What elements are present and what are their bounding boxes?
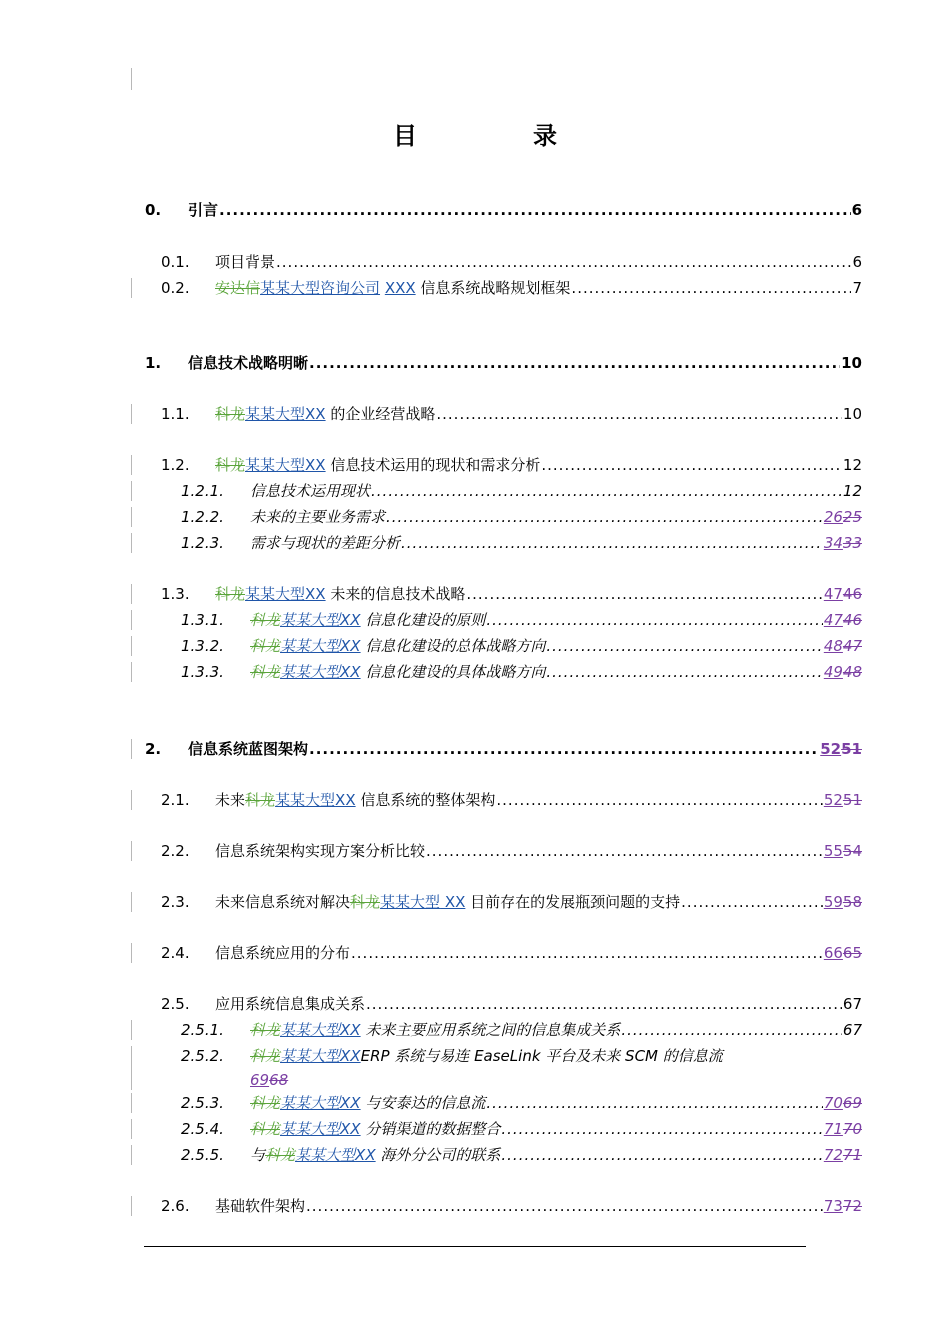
toc-entry-title: [215, 1194, 305, 1218]
deleted-page-number: 54: [842, 842, 862, 860]
toc-entry-number: 2.5.2.: [181, 1047, 224, 1065]
change-bar: [131, 1020, 132, 1040]
title-text: 未来主要应用系统之间的信息集成关系: [360, 1021, 621, 1039]
inserted-text: 某某大型: [280, 637, 341, 655]
inserted-text: 某某大型: [295, 1146, 356, 1164]
title-text: 引言: [188, 201, 219, 219]
toc-entry-number: 2.5.1.: [181, 1021, 224, 1039]
inserted-text: 某某大型: [275, 791, 336, 809]
toc-entry-number: 1.3.: [161, 585, 190, 603]
dot-leader: [401, 531, 823, 555]
inserted-page-number: 71: [823, 1120, 843, 1138]
dot-leader: [309, 737, 819, 761]
change-bar: [131, 507, 132, 527]
title-text: 信息化建设的总体战略方向: [360, 637, 546, 655]
dot-leader: [546, 634, 822, 658]
change-bar: [131, 1119, 132, 1139]
toc-page-number: [824, 505, 862, 529]
deleted-text: 科龙: [250, 1094, 281, 1112]
inserted-text: 某某大型: [245, 405, 306, 423]
toc-page-number: [843, 1018, 862, 1042]
page-number-text: 7: [852, 279, 862, 297]
inserted-text: XX: [305, 405, 326, 423]
toc-entry-title: [215, 992, 365, 1016]
toc-entry-number: 2.5.3.: [181, 1094, 224, 1112]
toc-page-number: [824, 839, 862, 863]
dot-leader: [681, 890, 823, 914]
toc-entry-line: [250, 1018, 862, 1042]
change-bar: [131, 68, 132, 90]
inserted-text: 某某大型: [280, 1021, 341, 1039]
toc-entry[interactable]: [0, 198, 950, 222]
toc-entry-line: [250, 505, 862, 529]
toc-page-number: [824, 531, 862, 555]
inserted-text: XX: [340, 1120, 361, 1138]
page-number-text: 12: [842, 482, 862, 500]
toc-entry-line: [215, 1194, 862, 1218]
change-bar: [131, 278, 132, 298]
toc-entry-number: 1.3.3.: [181, 663, 224, 681]
toc-entry-title: [250, 505, 385, 529]
inserted-page-number: 49: [823, 663, 843, 681]
toc-entry-title: [215, 453, 540, 477]
toc-page-number: [843, 479, 862, 503]
toc-entry[interactable]: [0, 1143, 950, 1167]
deleted-page-number: 65: [842, 944, 862, 962]
toc-entry-number: 2.4.: [161, 944, 190, 962]
deleted-page-number: 47: [842, 637, 862, 655]
dot-leader: [486, 608, 822, 632]
toc-page-number: [824, 634, 862, 658]
title-text: 信息技术战略明晰: [188, 354, 309, 372]
toc-entry[interactable]: [0, 992, 950, 1016]
toc-entry[interactable]: [0, 634, 950, 658]
toc-entry-title: [250, 660, 545, 684]
toc-entry-line: [215, 788, 862, 812]
toc-entry-number: 1.: [145, 354, 162, 372]
dot-leader: [219, 198, 851, 222]
toc-entry-number: 2.5.5.: [181, 1146, 224, 1164]
toc-entry[interactable]: [0, 453, 950, 477]
inserted-page-number: 66: [823, 944, 843, 962]
deleted-page-number: 69: [842, 1094, 862, 1112]
toc-entry-number: 0.1.: [161, 253, 190, 271]
toc-entry-line: [250, 608, 862, 632]
inserted-text: 某某大型: [280, 663, 341, 681]
inserted-text: XX: [340, 663, 361, 681]
footer-rule: [144, 1246, 806, 1247]
toc-entry-number: 1.2.3.: [181, 534, 224, 552]
toc-entry-title: [250, 1117, 500, 1141]
toc-entry[interactable]: [0, 351, 950, 375]
toc-entry[interactable]: [0, 531, 950, 555]
toc-page-number: [824, 890, 862, 914]
toc-entry-line: [215, 402, 862, 426]
toc-page-number: [820, 737, 862, 761]
toc-entry-number: 1.2.: [161, 456, 190, 474]
toc-entry-number: 2.: [145, 740, 162, 758]
toc-entry-title: [250, 1044, 723, 1068]
deleted-page-number: 46: [842, 611, 862, 629]
dot-leader: [306, 1194, 823, 1218]
inserted-text: XX: [340, 611, 361, 629]
change-bar: [131, 790, 132, 810]
deleted-text: 科龙: [250, 611, 281, 629]
toc-entry-title: [215, 402, 435, 426]
change-bar: [131, 943, 132, 963]
toc-title: 目 录: [393, 122, 603, 150]
page-number-text: 12: [842, 456, 862, 474]
dot-leader: [501, 1117, 822, 1141]
title-text: 的企业经营战略: [325, 405, 436, 423]
title-text: 需求与现状的差距分析: [250, 534, 401, 552]
change-bar: [131, 455, 132, 475]
dot-leader: [571, 276, 851, 300]
toc-entry[interactable]: [0, 608, 950, 632]
toc-page-number: [824, 1194, 862, 1218]
deleted-text: 科龙: [350, 893, 381, 911]
deleted-text: 科龙: [265, 1146, 296, 1164]
toc-page-number: [843, 453, 862, 477]
title-text: 未来的信息技术战略: [325, 585, 466, 603]
toc-entry-title: [188, 737, 308, 761]
toc-page-number: [843, 992, 862, 1016]
deleted-text: 安达信: [215, 279, 261, 297]
toc-entry-line: [188, 198, 862, 222]
toc-entry[interactable]: [0, 839, 950, 863]
toc-page-number: [824, 941, 862, 965]
toc-entry[interactable]: [0, 505, 950, 529]
toc-entry-number: 2.3.: [161, 893, 190, 911]
inserted-page-number: 73: [823, 1197, 843, 1215]
title-text: 未来信息系统对解决: [215, 893, 351, 911]
change-bar: [131, 841, 132, 861]
toc-page-number: [841, 351, 862, 375]
deleted-page-number: 58: [842, 893, 862, 911]
toc-entry-title: [215, 941, 350, 965]
toc-entry[interactable]: [0, 660, 950, 684]
dot-leader: [276, 250, 851, 274]
dot-leader: [541, 453, 842, 477]
toc-entry-line: [188, 737, 862, 761]
inserted-text: 某某大型: [245, 585, 306, 603]
toc-page-number: [824, 582, 862, 606]
toc-page-number: [852, 276, 862, 300]
inserted-text: 某某大型: [380, 893, 441, 911]
inserted-page-number: 34: [823, 534, 843, 552]
change-bar: [131, 1093, 132, 1113]
title-text: 与: [250, 1146, 266, 1164]
toc-entry-line: [215, 582, 862, 606]
dot-leader: [366, 992, 842, 1016]
toc-page-number: [824, 1091, 862, 1115]
inserted-text: 某某大型: [280, 1094, 341, 1112]
toc-entry[interactable]: [0, 250, 950, 274]
toc-entry-title: [250, 1143, 500, 1167]
inserted-text: XX: [355, 1146, 376, 1164]
page-number-text: 6: [851, 201, 862, 219]
deleted-text: 科龙: [215, 405, 246, 423]
toc-entry[interactable]: [0, 479, 950, 503]
toc-entry[interactable]: [0, 1044, 950, 1089]
toc-entry[interactable]: [0, 1091, 950, 1115]
inserted-text: XX: [340, 1094, 361, 1112]
change-bar: [131, 1196, 132, 1216]
deleted-text: 科龙: [245, 791, 276, 809]
deleted-text: 科龙: [250, 663, 281, 681]
page-number-text: 67: [842, 1021, 862, 1039]
inserted-page-number: 59: [823, 893, 843, 911]
change-bar: [131, 610, 132, 630]
toc-entry-number: 0.: [145, 201, 162, 219]
toc-entry-line: [188, 351, 862, 375]
change-bar: [131, 584, 132, 604]
deleted-page-number: 33: [842, 534, 862, 552]
deleted-page-number: 71: [842, 1146, 862, 1164]
inserted-text: 某某大型: [280, 1047, 341, 1065]
deleted-page-number: 25: [842, 508, 862, 526]
title-text: 分销渠道的数据整合: [360, 1120, 501, 1138]
toc-entry-title: [215, 890, 680, 914]
inserted-text: XX: [340, 1021, 361, 1039]
toc-entry-number: 1.1.: [161, 405, 190, 423]
inserted-page-number: 26: [823, 508, 843, 526]
toc-entry[interactable]: [0, 788, 950, 812]
toc-entry-title: [250, 634, 545, 658]
toc-entry-line: [250, 479, 862, 503]
toc-entry[interactable]: [0, 1018, 950, 1042]
change-bar: [131, 533, 132, 553]
title-text: 信息化建设的具体战略方向: [360, 663, 546, 681]
toc-entry-line: [250, 531, 862, 555]
title-text: 信息系统战略规划框架: [415, 279, 571, 297]
toc-entry-number: 1.2.1.: [181, 482, 224, 500]
change-bar: [131, 892, 132, 912]
toc-entry-line: [215, 250, 862, 274]
deleted-text: 科龙: [250, 1021, 281, 1039]
toc-entry-line: [215, 276, 862, 300]
toc-entry-line: [250, 1044, 723, 1068]
inserted-page-number: 47: [823, 611, 843, 629]
toc-entry-title: [250, 608, 485, 632]
inserted-page-number: 69: [250, 1071, 270, 1089]
deleted-page-number: 70: [842, 1120, 862, 1138]
title-text: 信息技术运用现状: [250, 482, 371, 500]
title-text: 未来: [215, 791, 246, 809]
toc-entry[interactable]: [0, 737, 950, 761]
dot-leader: [371, 479, 842, 503]
page-number-text: 10: [841, 354, 862, 372]
title-text: 信息化建设的原则: [360, 611, 486, 629]
toc-entry-line: [215, 992, 862, 1016]
toc-entry-number: 2.6.: [161, 1197, 190, 1215]
inserted-text: XX: [340, 637, 361, 655]
toc-page-number: [824, 608, 862, 632]
toc-entry-line: [250, 1143, 862, 1167]
title-text: 信息系统应用的分布: [215, 944, 351, 962]
inserted-text: 某某大型: [280, 611, 341, 629]
dot-leader: [496, 788, 822, 812]
dot-leader: [466, 582, 822, 606]
title-text: 应用系统信息集成关系: [215, 995, 366, 1013]
inserted-page-number: 55: [823, 842, 843, 860]
toc-entry[interactable]: [0, 402, 950, 426]
change-bar: [131, 636, 132, 656]
dot-leader: [309, 351, 840, 375]
deleted-page-number: 51: [841, 740, 862, 758]
title-text: ERP 系统与易连 EaseLink 平台及未来 SCM 的信息流: [360, 1047, 723, 1065]
inserted-text: 某某大型咨询公司: [260, 279, 381, 297]
change-bar: [131, 481, 132, 501]
deleted-page-number: 68: [269, 1071, 289, 1089]
toc-entry-line: [215, 941, 862, 965]
toc-entry-title: [250, 531, 400, 555]
toc-entry-line: [215, 453, 862, 477]
inserted-page-number: 72: [823, 1146, 843, 1164]
change-bar: [131, 662, 132, 682]
deleted-page-number: 51: [842, 791, 862, 809]
toc-entry-title: [250, 1018, 620, 1042]
toc-entry[interactable]: [0, 890, 950, 914]
toc-entry-title: [250, 479, 370, 503]
toc-page-number: [250, 1071, 288, 1089]
deleted-page-number: 48: [842, 663, 862, 681]
page-number-text: 6: [852, 253, 862, 271]
toc-entry-title: [188, 198, 218, 222]
toc-page-number: [852, 250, 862, 274]
title-text: 信息系统架构实现方案分析比较: [215, 842, 426, 860]
toc-entry[interactable]: [0, 582, 950, 606]
toc-entry-title: [215, 276, 570, 300]
toc-entry-line: [250, 1091, 862, 1115]
deleted-page-number: 46: [842, 585, 862, 603]
title-text: 未来的主要业务需求: [250, 508, 386, 526]
title-text: 项目背景: [215, 253, 276, 271]
dot-leader: [486, 1091, 822, 1115]
inserted-page-number: 47: [823, 585, 843, 603]
toc-page-number: [852, 198, 862, 222]
title-text: 与安泰达的信息流: [360, 1094, 486, 1112]
toc-entry-number: 2.5.4.: [181, 1120, 224, 1138]
toc-page-number: [824, 1117, 862, 1141]
page-number-text: 10: [842, 405, 862, 423]
toc-entry-line: [250, 660, 862, 684]
dot-leader: [436, 402, 842, 426]
toc-entry-title: [188, 351, 308, 375]
inserted-page-number: 52: [823, 791, 843, 809]
toc-entry-line: [250, 1117, 862, 1141]
dot-leader: [386, 505, 823, 529]
change-bar: [131, 739, 132, 759]
title-text: 信息系统蓝图架构: [188, 740, 309, 758]
inserted-page-number: 70: [823, 1094, 843, 1112]
change-bar: [131, 1145, 132, 1165]
dot-leader: [621, 1018, 842, 1042]
deleted-text: 科龙: [250, 1120, 281, 1138]
toc-entry[interactable]: [0, 276, 950, 300]
inserted-text: XX: [305, 456, 326, 474]
change-bar: [131, 404, 132, 424]
deleted-page-number: 72: [842, 1197, 862, 1215]
toc-page-number: [843, 402, 862, 426]
toc-entry-number: 2.5.: [161, 995, 190, 1013]
toc-entry[interactable]: [0, 1117, 950, 1141]
toc-entry-title: [215, 250, 275, 274]
toc-entry-number: 1.3.1.: [181, 611, 224, 629]
toc-page-number: [824, 660, 862, 684]
toc-entry-number: 2.2.: [161, 842, 190, 860]
toc-page-number: [824, 1143, 862, 1167]
inserted-text: XX: [305, 585, 326, 603]
deleted-text: 科龙: [250, 637, 281, 655]
toc-entry-line: [215, 890, 862, 914]
title-text: 基础软件架构: [215, 1197, 306, 1215]
inserted-text: 某某大型: [280, 1120, 341, 1138]
inserted-text: XX: [335, 791, 356, 809]
inserted-page-number: 48: [823, 637, 843, 655]
inserted-text: XX: [440, 893, 466, 911]
toc-page-number: [824, 788, 862, 812]
toc-entry[interactable]: [0, 941, 950, 965]
toc-entry-number: 0.2.: [161, 279, 190, 297]
dot-leader: [426, 839, 823, 863]
inserted-page-number: 52: [820, 740, 842, 758]
title-text: 信息系统的整体架构: [355, 791, 496, 809]
dot-leader: [501, 1143, 822, 1167]
deleted-text: 科龙: [250, 1047, 281, 1065]
inserted-text: XX: [340, 1047, 361, 1065]
title-text: 海外分公司的联系: [375, 1146, 501, 1164]
toc-entry-line: [215, 839, 862, 863]
toc-entry-title: [215, 582, 465, 606]
deleted-text: 科龙: [215, 456, 246, 474]
page-number-text: 67: [842, 995, 862, 1013]
toc-entry-number: 1.3.2.: [181, 637, 224, 655]
change-bar: [131, 1046, 132, 1090]
dot-leader: [351, 941, 823, 965]
toc-entry[interactable]: [0, 1194, 950, 1218]
inserted-text: XXX: [384, 279, 416, 297]
toc-entry-line: [250, 634, 862, 658]
toc-entry-title: [215, 839, 425, 863]
title-text: 目前存在的发展瓶颈问题的支持: [465, 893, 681, 911]
toc-entry-number: 1.2.2.: [181, 508, 224, 526]
title-text: 信息技术运用的现状和需求分析: [325, 456, 541, 474]
deleted-text: 科龙: [215, 585, 246, 603]
toc-entry-number: 2.1.: [161, 791, 190, 809]
toc-entry-title: [250, 1091, 485, 1115]
toc-entry-title: [215, 788, 495, 812]
dot-leader: [546, 660, 822, 684]
inserted-text: 某某大型: [245, 456, 306, 474]
